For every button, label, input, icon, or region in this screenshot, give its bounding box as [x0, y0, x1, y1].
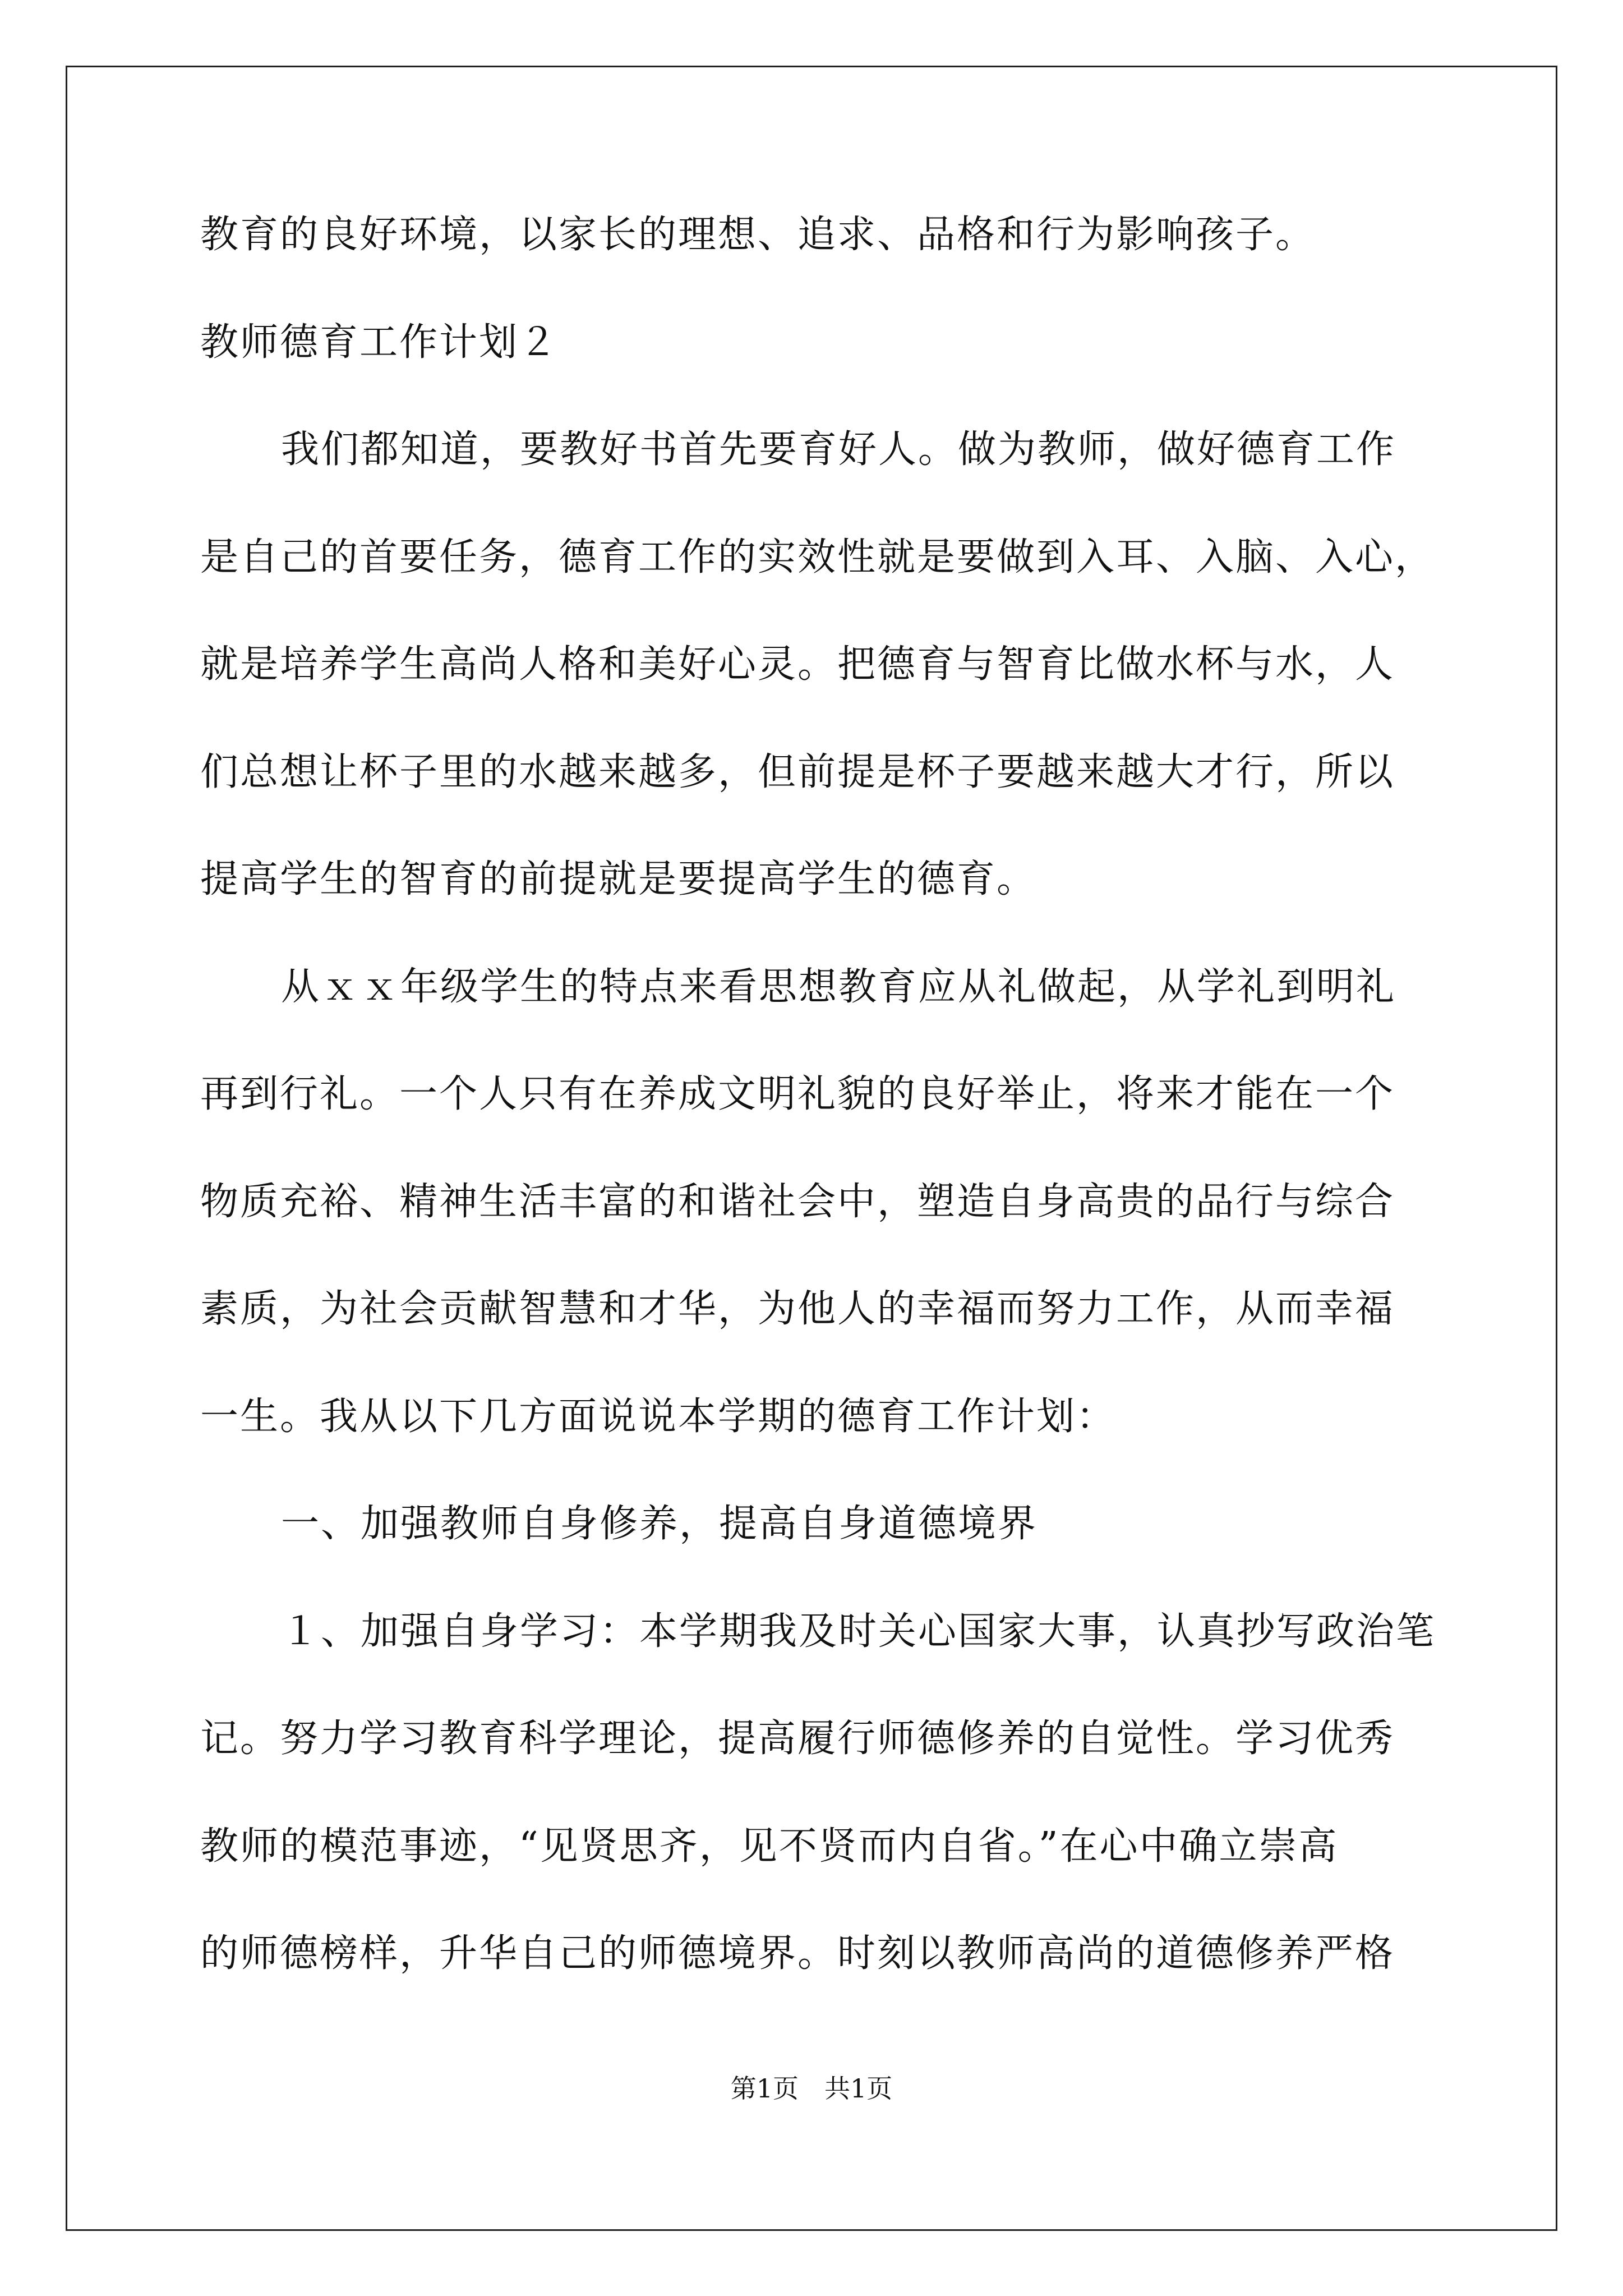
text-line: 我们都知道，要教好书首先要育好人。做为教师，做好德育工作: [281, 427, 1396, 472]
text-line: 是自己的首要任务，德育工作的实效性就是要做到入耳、入脑、入心，: [200, 535, 1435, 579]
text-line: 就是培养学生高尚人格和美好心灵。把德育与智育比做水杯与水，人: [200, 642, 1395, 687]
text-line: 教师德育工作计划２: [200, 320, 559, 365]
text-line: 教育的良好环境，以家长的理想、追求、品格和行为影响孩子。: [200, 213, 1316, 257]
text-line: 记。努力学习教育科学理论，提高履行师德修养的自觉性。学习优秀: [200, 1717, 1395, 1761]
text-line: 提高学生的智育的前提就是要提高学生的德育。: [200, 857, 1037, 901]
text-line: 再到行礼。一个人只有在养成文明礼貌的良好举止，将来才能在一个: [200, 1072, 1395, 1116]
text-line: 从ｘｘ年级学生的特点来看思想教育应从礼做起，从学礼到明礼: [281, 964, 1396, 1009]
text-line: 一、加强教师自身修养，提高自身道德境界: [281, 1502, 1038, 1546]
page-border: [66, 66, 1557, 2231]
text-line: 的师德榜样，升华自己的师德境界。时刻以教师高尚的道德修养严格: [200, 1931, 1395, 1976]
text-line: １、加强自身学习：本学期我及时关心国家大事，认真抄写政治笔: [281, 1609, 1436, 1654]
text-line: 物质充裕、精神生活丰富的和谐社会中，塑造自身高贵的品行与综合: [200, 1179, 1395, 1224]
text-line: 教师的模范事迹，“见贤思齐，见不贤而内自省。”在心中确立崇高: [200, 1824, 1339, 1869]
text-line: 们总想让杯子里的水越来越多，但前提是杯子要越来越大才行，所以: [200, 749, 1395, 794]
text-line: 素质，为社会贡献智慧和才华，为他人的幸福而努力工作，从而幸福: [200, 1287, 1395, 1331]
page-footer: 第1页 共1页: [730, 2073, 893, 2104]
text-line: 一生。我从以下几方面说说本学期的德育工作计划：: [200, 1394, 1117, 1439]
